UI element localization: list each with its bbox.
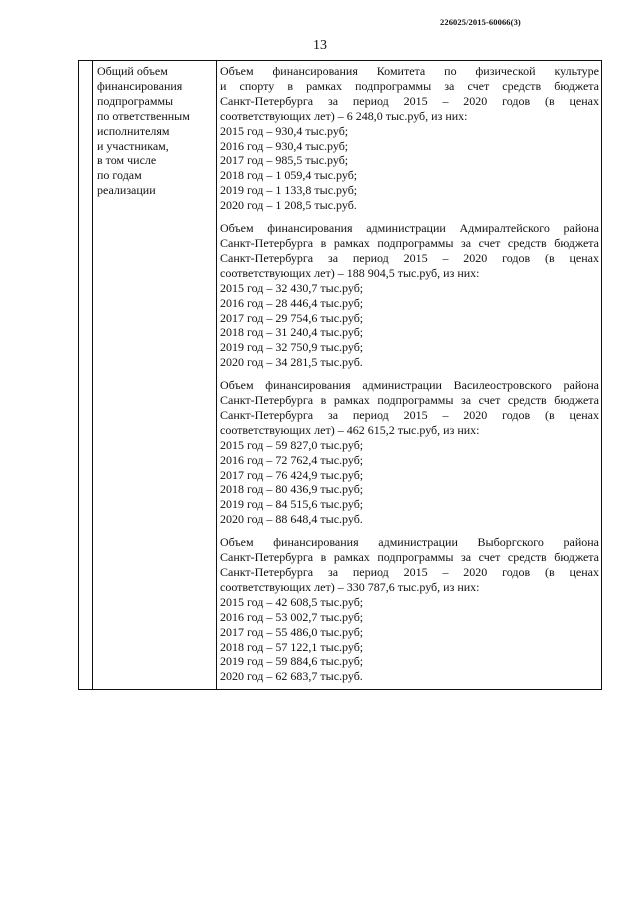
intro-line: Санкт-Петербурга за период 2015 – 2020 годов (в ценах bbox=[220, 407, 599, 422]
year-amount-line: 2015 год – 42 608,5 тыс.руб; bbox=[220, 594, 364, 609]
row-value-cell bbox=[220, 64, 599, 684]
financing-block-admiralteysky bbox=[220, 221, 599, 370]
financing-block-vasileostrovsky bbox=[220, 378, 599, 527]
year-amount-line: 2019 год – 1 133,8 тыс.руб; bbox=[220, 183, 358, 198]
row-label-line: в том числе bbox=[97, 153, 157, 168]
row-label-line: по ответственным bbox=[97, 108, 190, 123]
year-amount-line: 2017 год – 29 754,6 тыс.руб; bbox=[220, 310, 364, 325]
intro-line: Объем финансирования администрации Выборгского района bbox=[220, 535, 599, 550]
row-label-line: Общий объем bbox=[97, 64, 168, 78]
year-amount-line: 2016 год – 53 002,7 тыс.руб; bbox=[220, 609, 364, 624]
document-code: 226025/2015-60066(3) bbox=[440, 17, 521, 27]
row-label-line: исполнителям bbox=[97, 123, 170, 138]
intro-line: соответствующих лет) – 462 615,2 тыс.руб, из них: bbox=[220, 422, 480, 437]
row-label-line: финансирования bbox=[97, 78, 183, 93]
year-amount-line: 2019 год – 32 750,9 тыс.руб; bbox=[220, 340, 364, 355]
intro-line: Санкт-Петербурга в рамках подпрограммы за счет средств бюджета bbox=[220, 393, 599, 408]
year-amount-line: 2018 год – 57 122,1 тыс.руб; bbox=[220, 639, 364, 654]
table-divider-middle bbox=[216, 61, 217, 689]
year-amount-line: 2016 год – 72 762,4 тыс.руб; bbox=[220, 452, 364, 467]
year-amount-line: 2018 год – 31 240,4 тыс.руб; bbox=[220, 325, 364, 340]
intro-line: соответствующих лет) – 330 787,6 тыс.руб, из них: bbox=[220, 579, 480, 594]
intro-line: Санкт-Петербурга за период 2015 – 2020 годов (в ценах bbox=[220, 93, 599, 108]
year-amount-line: 2020 год – 34 281,5 тыс.руб. bbox=[220, 355, 363, 370]
year-amount-line: 2017 год – 76 424,9 тыс.руб; bbox=[220, 467, 364, 482]
year-amount-line: 2017 год – 55 486,0 тыс.руб; bbox=[220, 624, 364, 639]
year-amount-line: 2020 год – 88 648,4 тыс.руб. bbox=[220, 512, 363, 527]
table-divider-left bbox=[92, 61, 93, 689]
year-amount-line: 2019 год – 59 884,6 тыс.руб; bbox=[220, 654, 364, 669]
intro-line: и спорту в рамках подпрограммы за счет средств бюджета bbox=[220, 78, 599, 93]
year-amount-line: 2017 год – 985,5 тыс.руб; bbox=[220, 153, 349, 168]
year-amount-line: 2015 год – 32 430,7 тыс.руб; bbox=[220, 280, 364, 295]
financing-block-committee bbox=[220, 64, 599, 213]
page-number: 13 bbox=[313, 38, 327, 53]
row-label-line: и участникам, bbox=[97, 138, 169, 153]
intro-line: Объем финансирования администрации Адмиралтейского района bbox=[220, 221, 599, 236]
year-amount-line: 2015 год – 930,4 тыс.руб; bbox=[220, 123, 349, 138]
row-label-line: подпрограммы bbox=[97, 93, 174, 108]
row-label-cell bbox=[97, 64, 213, 198]
year-amount-line: 2016 год – 930,4 тыс.руб; bbox=[220, 138, 349, 153]
year-amount-line: 2016 год – 28 446,4 тыс.руб; bbox=[220, 295, 364, 310]
intro-line: Объем финансирования Комитета по физической культуре bbox=[220, 64, 599, 78]
year-amount-line: 2018 год – 80 436,9 тыс.руб; bbox=[220, 482, 364, 497]
intro-line: соответствующих лет) – 188 904,5 тыс.руб, из них: bbox=[220, 265, 480, 280]
row-label-line: реализации bbox=[97, 183, 156, 198]
financing-table bbox=[78, 60, 602, 690]
year-amount-line: 2018 год – 1 059,4 тыс.руб; bbox=[220, 168, 358, 183]
year-amount-line: 2020 год – 1 208,5 тыс.руб. bbox=[220, 198, 357, 213]
intro-line: Санкт-Петербурга за период 2015 – 2020 годов (в ценах bbox=[220, 565, 599, 579]
intro-line: Санкт-Петербурга за период 2015 – 2020 годов (в ценах bbox=[220, 250, 599, 265]
intro-line: Санкт-Петербурга в рамках подпрограммы за счет средств бюджета bbox=[220, 550, 599, 565]
intro-line: соответствующих лет) – 6 248,0 тыс.руб, из них: bbox=[220, 108, 468, 123]
year-amount-line: 2020 год – 62 683,7 тыс.руб. bbox=[220, 669, 363, 684]
row-label-line: по годам bbox=[97, 168, 142, 183]
intro-line: Объем финансирования администрации Василеостровского района bbox=[220, 378, 599, 393]
year-amount-line: 2015 год – 59 827,0 тыс.руб; bbox=[220, 437, 364, 452]
financing-block-vyborgsky bbox=[220, 535, 599, 684]
intro-line: Санкт-Петербурга в рамках подпрограммы за счет средств бюджета bbox=[220, 235, 599, 250]
year-amount-line: 2019 год – 84 515,6 тыс.руб; bbox=[220, 497, 364, 512]
